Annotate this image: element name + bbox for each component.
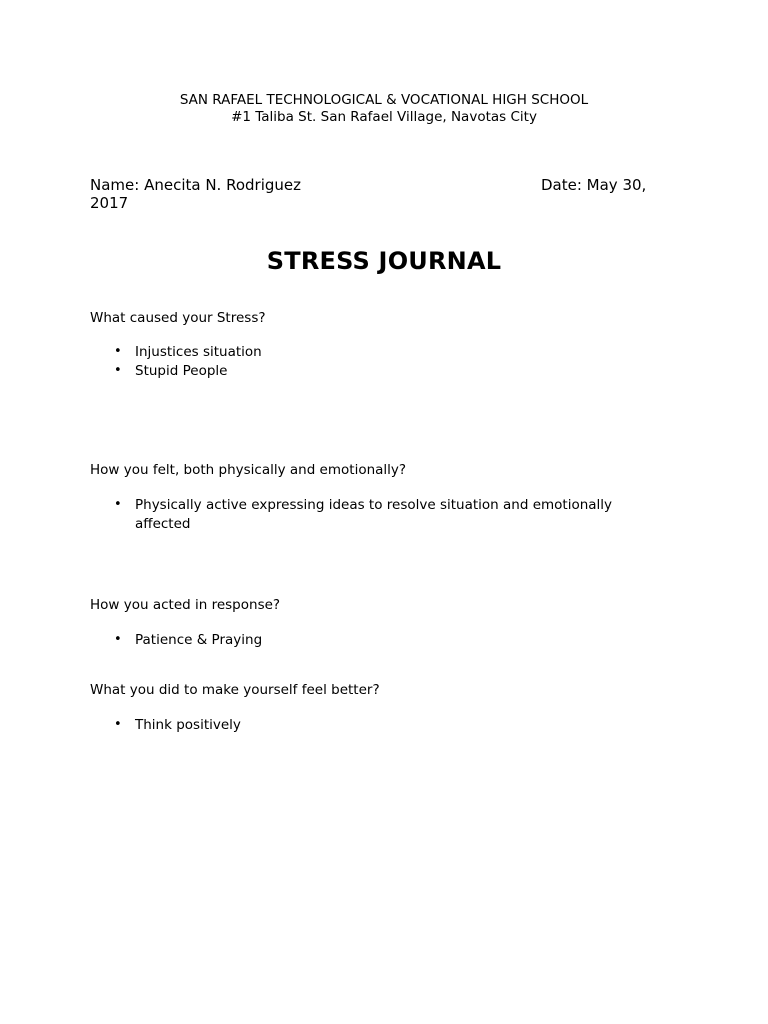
journal-date: Date: May 30, <box>541 176 647 194</box>
page-title: STRESS JOURNAL <box>266 247 502 275</box>
bullet-icon: • <box>114 344 122 359</box>
list-item <box>90 631 650 650</box>
answer-text: Stupid People <box>135 362 228 379</box>
school-header <box>0 92 768 126</box>
question-response: How you acted in response? <box>90 597 281 613</box>
answer-text: Physically active expressing ideas to resolve situation and emotionally affected <box>135 497 613 532</box>
list-item <box>90 362 650 381</box>
answer-text: Patience & Praying <box>135 632 263 648</box>
bullet-icon: • <box>114 497 122 512</box>
bullet-icon: • <box>114 362 122 378</box>
school-name: SAN RAFAEL TECHNOLOGICAL & VOCATIONAL HIGH SCHOOL <box>179 92 589 108</box>
school-address: #1 Taliba St. San Rafael Village, Navotas City <box>231 109 537 125</box>
list-item <box>90 716 650 735</box>
question-stress-cause: What caused your Stress? <box>90 310 266 326</box>
answer-list-feelings <box>90 496 650 533</box>
question-feel-better: What you did to make yourself feel better? <box>90 682 380 698</box>
answer-text: Injustices situation <box>135 344 262 360</box>
question-feelings: How you felt, both physically and emotionally? <box>90 462 407 478</box>
answer-text: Think positively <box>135 717 241 733</box>
list-item <box>90 343 650 362</box>
answer-list-response <box>90 631 650 650</box>
student-name: Name: Anecita N. Rodriguez <box>90 176 301 194</box>
bullet-icon: • <box>114 632 122 647</box>
student-info <box>90 176 650 212</box>
list-item <box>90 496 650 533</box>
journal-date-year: 2017 <box>90 194 129 212</box>
answer-list-stress-cause <box>90 343 650 380</box>
answer-list-feel-better <box>90 716 650 735</box>
bullet-icon: • <box>114 717 122 732</box>
